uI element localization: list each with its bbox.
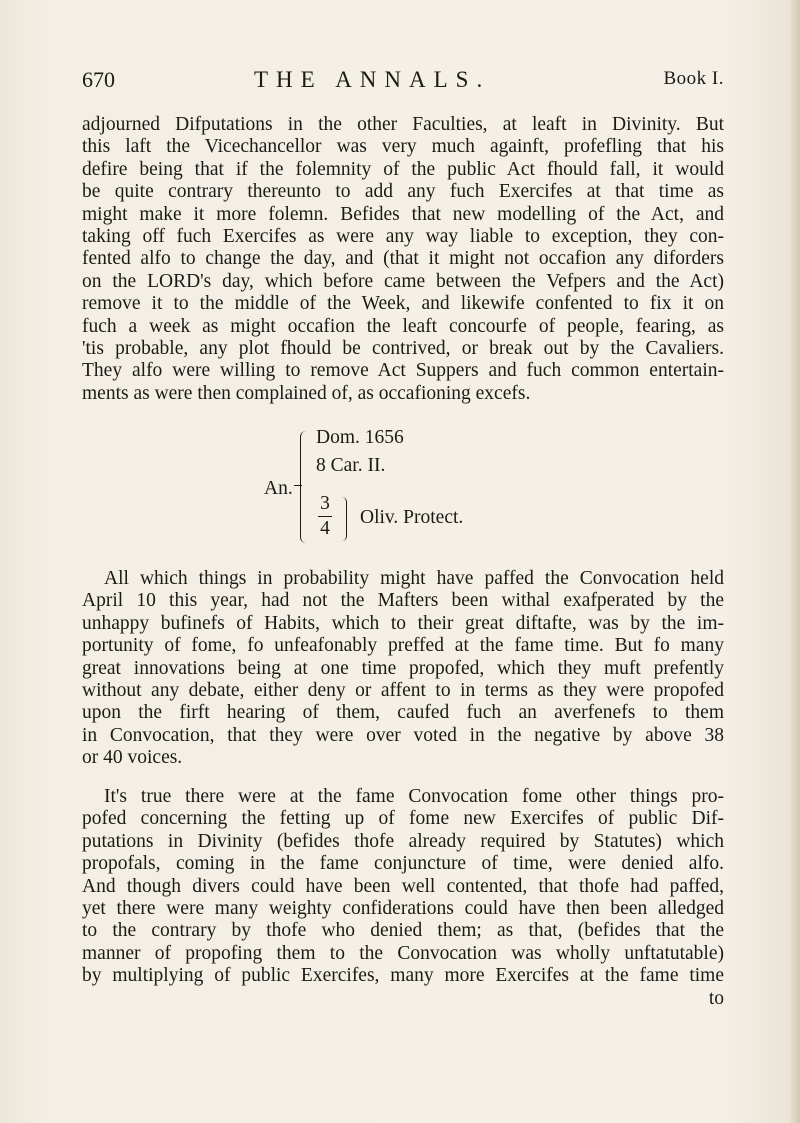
paragraph-3 <box>82 786 724 1010</box>
sidenote-dom: Dom. 1656 <box>316 427 404 448</box>
book-label: Book I. <box>663 68 724 89</box>
sidenote-fraction <box>318 494 332 539</box>
fraction-bar <box>318 516 332 517</box>
text-line: 'tis probable, any plot fhould be contrived, or break out by the Cavaliers. <box>82 337 724 359</box>
running-header <box>82 67 724 95</box>
text-line: be quite contrary thereunto to add any fuch Exercifes at that time as <box>82 181 724 203</box>
text-line: April 10 this year, had not the Mafters been withal exafperated by the <box>82 590 724 612</box>
text-line: might make it more folemn. Befides that new modelling of the Act, and <box>82 203 724 225</box>
paragraph-2 <box>82 568 724 770</box>
running-title: THE ANNALS. <box>254 67 491 92</box>
text-line: fented alfo to change the day, and (that it might not occafion any diforders <box>82 248 724 270</box>
paragraph-1 <box>82 114 724 405</box>
page-number: 670 <box>82 67 115 92</box>
right-brace <box>340 497 347 541</box>
text-line: to the contrary by thofe who denied them; as that, (befides that the <box>82 920 724 942</box>
text-line: ments as were then complained of, as occafioning excefs. <box>82 382 531 404</box>
text-line: this laft the Vicechancellor was very much againft, profefling that his <box>82 136 724 158</box>
left-brace <box>300 431 309 543</box>
text-line: portunity of fome, fo unfeafonably preffed at the fame time. But fo many <box>82 635 724 657</box>
fraction-numerator: 3 <box>320 493 330 514</box>
text-line: fuch a week as might occafion the leaft concourfe of people, fearing, as <box>82 315 724 337</box>
text-line: All which things in probability might have paffed the Convocation held <box>104 568 724 589</box>
text-line: defire being that if the folemnity of the public Act fhould fall, it would <box>82 158 724 180</box>
text-line: It's true there were at the fame Convocation fome other things pro- <box>104 786 724 807</box>
text-line: propofals, coming in the fame conjuncture of time, were denied alfo. <box>82 853 724 875</box>
fraction-denominator: 4 <box>320 518 330 539</box>
page-edge <box>790 0 800 1123</box>
text-line: unhappy bufinefs of Habits, which to their great diftafte, was by the im- <box>82 612 724 634</box>
text-line: adjourned Difputations in the other Faculties, at leaft in Divinity. But <box>82 114 724 135</box>
text-line: or 40 voices. <box>82 747 183 769</box>
text-line: remove it to the middle of the Week, and likewife confented to fix it on <box>82 293 724 315</box>
text-line: pofed concerning the fetting up of fome new Exercifes of public Dif- <box>82 808 724 830</box>
left-brace-tip <box>294 485 302 486</box>
text-line: yet there were many weighty confiderations could have then been alledged <box>82 897 724 919</box>
text-line: manner of propofing them to the Convocation was wholly unftatutable) <box>82 942 724 964</box>
text-line: by multiplying of public Exercifes, many more Exercifes at the fame time <box>82 965 724 987</box>
text-line: And though divers could have been well contented, that thofe had paffed, <box>82 875 724 897</box>
text-line: They alfo were willing to remove Act Suppers and fuch common entertain- <box>82 360 724 382</box>
text-line: on the LORD's day, which before came between the Vefpers and the Act) <box>82 270 724 292</box>
date-sidenote <box>264 427 594 552</box>
sidenote-car: 8 Car. II. <box>316 455 386 476</box>
text-line: upon the firft hearing of them, caufed fuch an averfenefs to them <box>82 702 724 724</box>
catchword: to <box>708 987 724 1009</box>
text-line: putations in Divinity (befides thofe already required by Statutes) which <box>82 830 724 852</box>
text-line: taking off fuch Exercifes as were any way liable to exception, they con- <box>82 225 724 247</box>
text-line: without any debate, either deny or affent to in terms as they were propofed <box>82 679 724 701</box>
sidenote-an: An. <box>264 478 293 499</box>
text-line: great innovations being at one time propofed, which they muft prefently <box>82 657 724 679</box>
text-line: in Convocation, that they were over voted in the negative by above 38 <box>82 724 724 746</box>
sidenote-oliv: Oliv. Protect. <box>360 507 464 528</box>
